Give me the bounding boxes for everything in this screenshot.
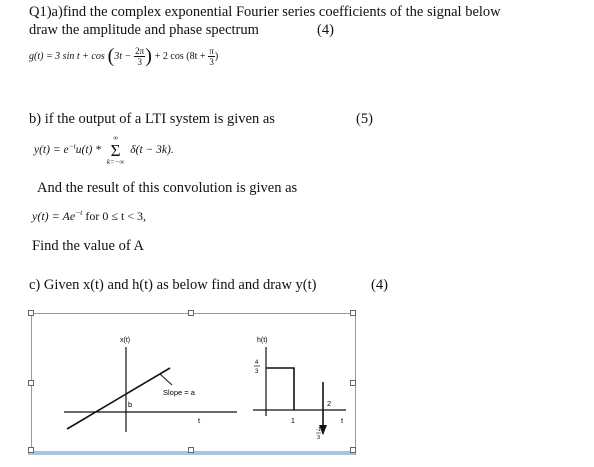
x-ramp-line: [67, 368, 170, 429]
resize-handle-top-right[interactable]: [350, 310, 356, 316]
resize-handle-middle-right[interactable]: [350, 380, 356, 386]
eq-exp: −t: [68, 141, 76, 151]
h-neg-num: -1: [316, 427, 321, 433]
h-right-value: 2: [327, 399, 332, 408]
term-mid: + 2 cos (8t +: [154, 51, 206, 63]
term-close: ): [214, 51, 219, 63]
h-neg-den: 3: [317, 435, 321, 441]
signals-plot: [32, 314, 355, 454]
h-rect-pulse: [266, 368, 294, 410]
find-a-text: Find the value of A: [32, 238, 144, 254]
summation: [107, 134, 125, 167]
marks-1b: (5): [356, 111, 373, 127]
eq-rhs: δ(t − 3k).: [130, 144, 174, 157]
marks-1c: (4): [371, 277, 388, 293]
sum-bottom: k=−∞: [106, 158, 125, 166]
question-1b-text: b) if the output of a LTI system is given as: [29, 111, 275, 127]
resize-handle-bottom-right[interactable]: [350, 447, 356, 453]
term-open: 3t −: [114, 51, 132, 63]
slope-label: Slope = a: [163, 388, 195, 397]
eq-lhs: y(t) = e: [34, 144, 69, 157]
h-label: h(t): [257, 337, 268, 344]
output-equation: [34, 134, 174, 167]
result-text: And the result of this convolution is given as: [37, 180, 298, 196]
b-label: b: [128, 400, 133, 409]
x-label: x(t): [120, 337, 131, 344]
resize-handle-top-middle[interactable]: [188, 310, 194, 316]
h-height-num: 4: [255, 360, 259, 366]
question-1a-text-cont: draw the amplitude and phase spectrum: [29, 22, 259, 38]
fraction-pi-3: $\frac{\pi}{3}$: [209, 46, 214, 67]
signal-lhs: g(t) = 3 sin t + cos: [29, 51, 105, 63]
resize-handle-bottom-left[interactable]: [28, 447, 34, 453]
eq2-exp: −t: [75, 208, 83, 217]
resize-handle-bottom-middle[interactable]: [188, 447, 194, 453]
marks-1a: (4): [317, 22, 334, 38]
signal-equation: [29, 45, 218, 68]
resize-handle-top-left[interactable]: [28, 310, 34, 316]
h-t-label: t: [341, 416, 344, 425]
fraction-2pi-3: $\frac{2\pi}{3}$: [135, 46, 145, 67]
resize-handle-middle-left[interactable]: [28, 380, 34, 386]
result-equation: [32, 208, 146, 224]
question-1a-text: Q1)a)find the complex exponential Fourier series coefficients of the signal below: [29, 4, 501, 20]
eq2-rhs: for 0 ≤ t < 3,: [85, 209, 147, 223]
slope-pointer: [160, 374, 172, 385]
eq-mid: u(t) *: [75, 144, 101, 157]
h-tick-label: 1: [291, 418, 295, 425]
sum-symbol: Σ: [110, 141, 121, 160]
question-1c-text: c) Given x(t) and h(t) as below find and draw y(t): [29, 277, 317, 293]
x-t-label: t: [198, 416, 201, 425]
open-paren: (: [107, 45, 115, 67]
eq2-lhs: y(t) = Ae: [32, 209, 76, 223]
close-paren: ): [145, 45, 152, 67]
sum-top: ∞: [113, 134, 119, 142]
h-height-den: 3: [255, 369, 259, 375]
signals-figure[interactable]: [31, 313, 356, 455]
